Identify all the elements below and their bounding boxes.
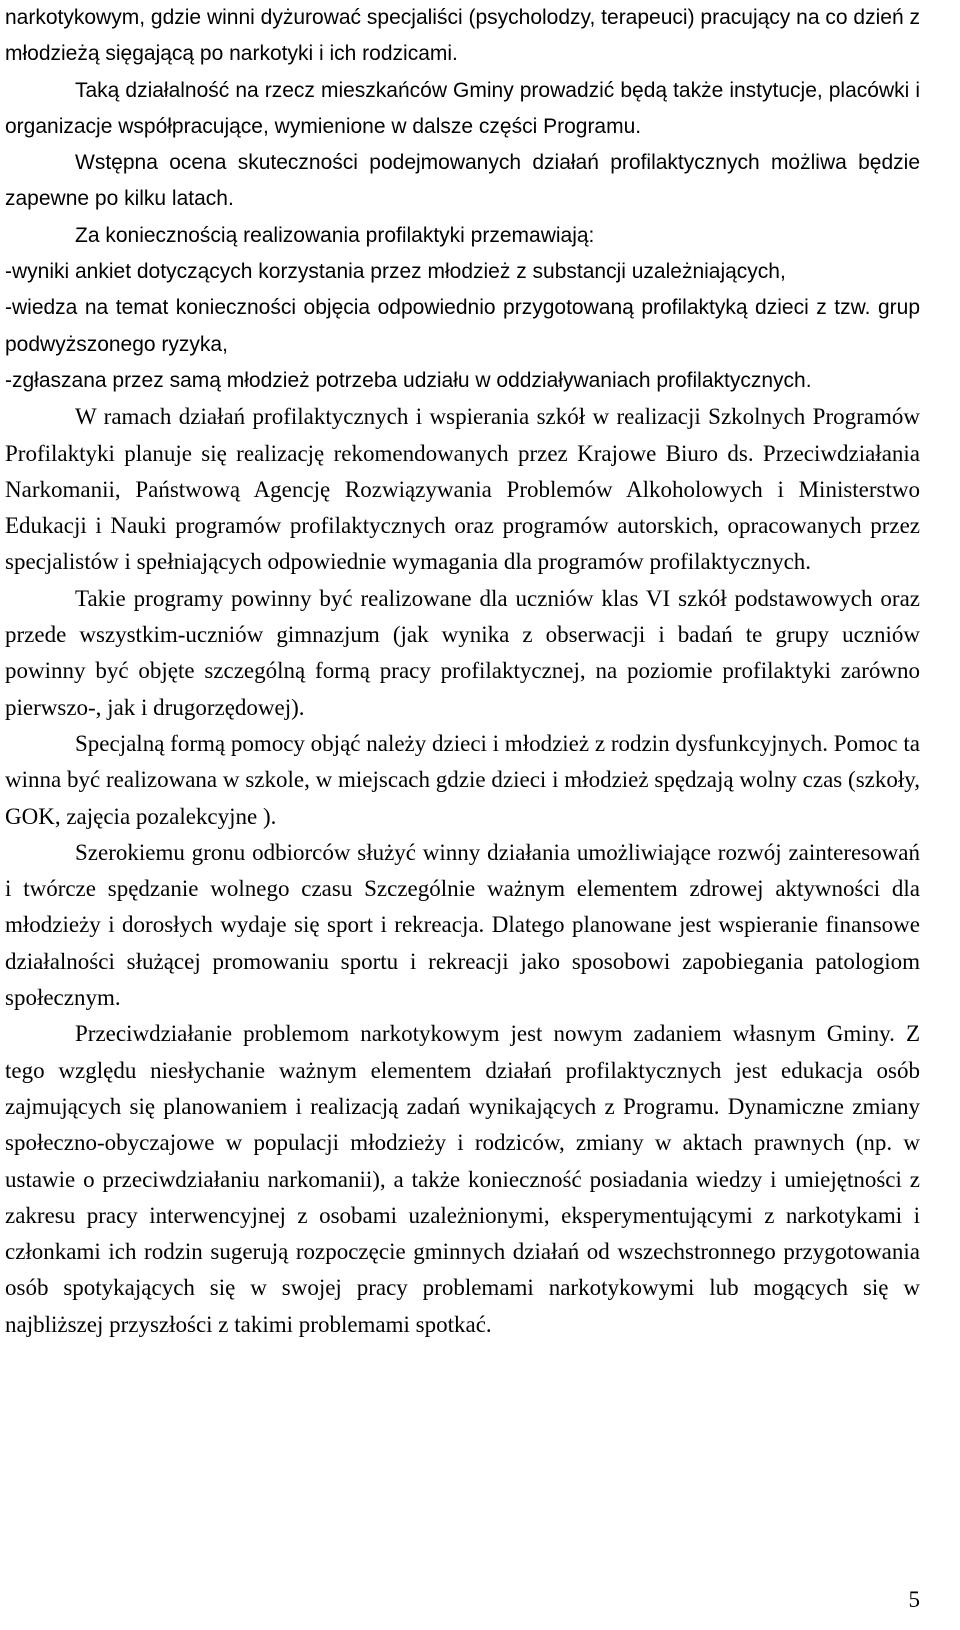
paragraph-6: Takie programy powinny być realizowane dla uczniów klas VI szkół podstawowych oraz przede wszystkim-uczniów gimnazjum (jak wynika z obserwacji i badań te grupy uczniów powinny być objęte szczególną formą pracy profilaktycznej, na poziomie profilaktyki zarówno pierwszo-, jak i drugorzędowej). [5, 585, 920, 720]
paragraph-5: W ramach działań profilaktycznych i wspierania szkół w realizacji Szkolnych Programów Profilaktyki planuje się realizację rekomendowanych przez Krajowe Biuro ds. Przeciwdziałania Narkomanii, Państwową Agencję Rozwiązywania Problemów Alkoholowych i Ministerstwo Edukacji i Nauki programów profilaktycznych oraz programów autorskich, opracowanych przez specjalistów i spełniających odpowiednie wymagania dla programów profilaktycznych. [5, 404, 920, 575]
paragraph-2: Taką działalność na rzecz mieszkańców Gminy prowadzić będą także instytucje, placówki i organizacje współpracujące, wymienione w dalsze części Programu. [5, 78, 920, 138]
paragraph-3: Wstępna ocena skuteczności podejmowanych działań profilaktycznych możliwa będzie zapewne po kilku latach. [5, 151, 920, 211]
paragraph-1: narkotykowym, gdzie winni dyżurować specjaliści (psycholodzy, terapeuci) pracujący na co dzień z młodzieżą sięgającą po narkotyki i ich rodzicami. [5, 6, 920, 66]
document-body [5, 0, 920, 1343]
paragraph-4: Za koniecznością realizowania profilaktyki przemawiają: [75, 223, 595, 247]
paragraph-9: Przeciwdziałanie problemom narkotykowym jest nowym zadaniem własnym Gminy. Z tego względu niesłychanie ważnym elementem działań profilaktycznych jest edukacja osób zajmujących się planowaniem i realizacją zadań wynikających z Programu. Dynamiczne zmiany społeczno-obyczajowe w populacji młodzieży i rodziców, zmiany w aktach prawnych (np. w ustawie o przeciwdziałaniu narkomanii), a także konieczność posiadania wiedzy i umiejętności z zakresu pracy interwencyjnej z osobami uzależnionymi, eksperymentującymi z narkotykami i członkami ich rodzin sugerują rozpoczęcie gminnych działań od wszechstronnego przygotowania osób spotykających się w swojej pracy problemami narkotykowymi lub mogących się w najbliższej przyszłości z takimi problemami spotkać. [5, 1021, 920, 1337]
paragraph-7: Specjalną formą pomocy objąć należy dzieci i młodzież z rodzin dysfunkcyjnych. Pomoc ta winna być realizowana w szkole, w miejscach gdzie dzieci i młodzież spędzają wolny czas (szkoły, GOK, zajęcia pozalekcyjne ). [5, 730, 920, 829]
list-item-3: -zgłaszana przez samą młodzież potrzeba udziału w oddziaływaniach profilaktycznych. [5, 368, 812, 392]
paragraph-8: Szerokiemu gronu odbiorców służyć winny działania umożliwiające rozwój zainteresowań i twórcze spędzanie wolnego czasu Szczególnie ważnym elementem zdrowej aktywności dla młodzieży i dorosłych wydaje się sport i rekreacja. Dlatego planowane jest wspieranie finansowe działalności służącej promowaniu sportu i rekreacji jako sposobowi zapobiegania patologiom społecznym. [5, 839, 920, 1011]
list-item-1: -wyniki ankiet dotyczących korzystania przez młodzież z substancji uzależniających, [5, 260, 786, 284]
page-number: 5 [908, 1587, 920, 1612]
list-item-2: -wiedza na temat konieczności objęcia odpowiednio przygotowaną profilaktyką dzieci z tzw. grup podwyższonego ryzyka, [5, 296, 920, 356]
